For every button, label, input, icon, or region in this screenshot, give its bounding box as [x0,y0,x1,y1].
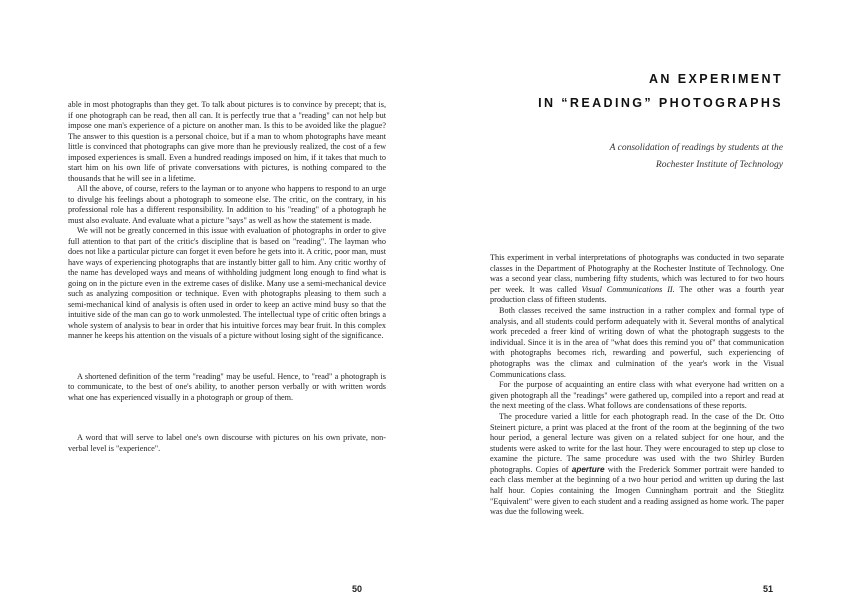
right-paragraph-2: Both classes received the same instruction in a rather complex and formal type of analysis, and all students could perform adequately with it. Several months of analytical work preceded a freer kind of writing down of what the photograph suggests to the individual. Since it is in the area of "what does this remind you of" that communication with photographs becomes rich, rewarding and powerful, such experiencing of photographs was the climax and culmination of the year's work in the Visual Communications class. [490,305,784,379]
page-number-left: 50 [352,584,363,594]
right-paragraph-4-text-a: The procedure varied a little for each photograph read. In the case of the Dr. Otto Steinert picture, a print was placed at the front of the room at the beginning of the two hour period, a general lecture was given on a related subject for one hour, and the students were asked to write for the last hour. They were encouraged to step up close to examine the picture. The same procedure was used with the two Shirley Burden photographs. Copies of [490,411,784,474]
right-paragraph-1-text-a: This experiment in verbal interpretations of photographs was conducted in two separate classes in the Department of Photography at the Rochester Institute of Technology. One was a second year class, numbering fifty students, which was lectured to for two hours per week. It was called [490,253,784,294]
right-paragraph-1-text-b: The other was a fourth year production class of fifteen students. [490,284,784,305]
left-paragraph-3: We will not be greatly concerned in this issue with evaluation of photographs in order to give full attention to that part of the critic's discipline that is based on "reading". The layman who does not like a particular picture can forget it even before he gets into it. A critic, poor man, must have ways of experiencing photographs that are instantly bitter gall to him. Any critic worthy of the name has developed ways and means of withholding judgment long enough to find what is going on in the picture even in the extreme cases of dislike. Many use a semi-mechanical device such as analyzing composition or technique. Even with photographs pleasing to them such a semi-mechanical kind of analysis is often used in order to keep an active mind busy so that the intuitive side of the man can go to work unmolested. The intellectual type of critic often brings a whole system of analysis to bear in order that his intuitive forces may bear fruit. In this complex manner he keeps his attention on the visuals of a picture without losing sight of the significance. [68,226,386,340]
course-title: Visual Communications II. [581,284,675,294]
magazine-name: aperture [571,464,605,474]
right-paragraph-4-text-b: with the Frederick Sommer portrait were handed to each class member at the beginning of a two hour period and written up during the last half hour. Copies containing the Imogen Cunningham portrait and the Stieglitz "Equivalent" were given to each student and a reading assigned as home work. The paper was due the following week. [490,464,784,517]
left-paragraph-2: All the above, of course, refers to the layman or to anyone who happens to respond to an urge to divulge his feelings about a photograph to someone else. The critic, on the contrary, in his professional role has a different responsibility. In addition to his "reading" of a photograph he must also evaluate. And evaluate what a picture "says" as well as how the statement is made. [68,184,386,225]
right-paragraph-3: For the purpose of acquainting an entire class with what everyone had written on a given photograph all the "readings" were gathered up, compiled into a report and read at the next meeting of the class. What follows are condensations of these reports. [490,380,784,411]
right-page [433,0,866,600]
left-paragraph-experience: A word that will serve to label one's own discourse with pictures on his own private, non-verbal level is "experience". [68,433,386,453]
right-paragraph-4 [490,412,784,518]
right-paragraph-1 [490,253,784,306]
page-number-right: 51 [763,584,774,594]
article-subtitle [483,140,783,174]
subtitle-line-1: A consolidation of readings by students at the [609,143,783,153]
left-paragraph-definition: A shortened definition of the term "reading" may be useful. Hence, to "read" a photograph is to communicate, to the best of one's ability, to another person verbally or with written words what one has experienced visually in a photograph or group of them. [68,371,386,402]
subtitle-line-2: Rochester Institute of Technology [655,160,783,170]
left-paragraph-1: able in most photographs than they get. To talk about pictures is to convince by precept; that is, if one photograph can be read, then all can. It is perfectly true that a "reading" can not help but impose one man's experience of a picture on another man. Is this to be avoided like the plague? The answer to this question is a personal choice, but if a man to whom photographs have meant little is convinced that photographs can give more than he previously realized, the cost of a few imposed experiences is small. Even a hundred readings imposed on him, if it takes that much to start him on his own life of private conversations with pictures, is nothing compared to the thousands that he will see in a lifetime. [68,100,386,183]
left-page-body [68,100,386,454]
article-title-line-2: IN “READING” PHOTOGRAPHS [538,96,783,110]
right-page-body [490,253,784,518]
article-title-line-1: AN EXPERIMENT [649,72,783,86]
